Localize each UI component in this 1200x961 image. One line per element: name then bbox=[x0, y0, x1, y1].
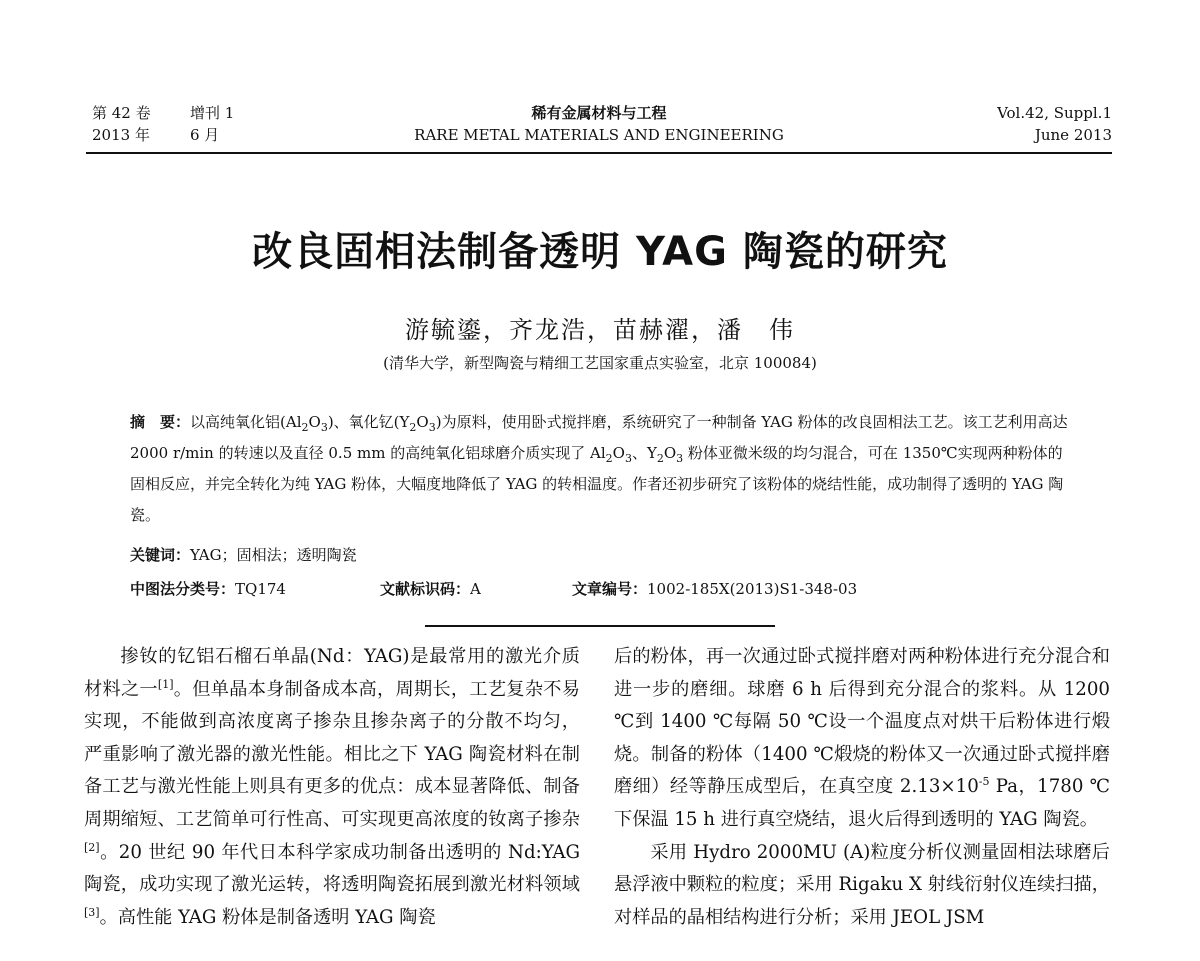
date-en: June 2013 bbox=[1034, 126, 1112, 144]
issue-info-en bbox=[997, 102, 1112, 146]
journal-name-cn: 稀有金属材料与工程 bbox=[531, 104, 667, 122]
abstract-text: )、氧化钇(Y bbox=[327, 413, 410, 431]
journal-name-en: RARE METAL MATERIALS AND ENGINEERING bbox=[414, 126, 784, 144]
body-text: 。但单晶本身制备成本高，周期长，工艺复杂不易实现，不能做到高浓度离子掺杂且掺杂离子的分散不均匀， 严重影响了激光器的激光性能。相比之下 YAG 陶瓷材料在制备工艺与激光性能上则具有更多的优点：成本显著降低、制备周期缩短、工艺简单可行性高、可实现更高浓度的钕离子掺杂 bbox=[84, 678, 580, 830]
abstract-subscript: 3 bbox=[320, 421, 328, 434]
body-column-left bbox=[84, 641, 580, 934]
doc-code-item bbox=[380, 574, 572, 605]
body-text: 后的粉体，再一次通过卧式搅拌磨对两种粉体进行充分混合和进一步的磨细。球磨 6 h 后得到充分混合的浆料。从 1200 ℃到 1400 ℃每隔 50 ℃设一个温度点对烘干后粉体进行煅烧。制备的粉体（1400 ℃煅烧的粉体又一次通过卧式搅拌磨磨细）经等静压成型后，在真空度 2.13×10 bbox=[614, 646, 1110, 798]
abstract-subscript: 2 bbox=[605, 452, 613, 465]
abstract-label: 摘 要： bbox=[130, 413, 191, 431]
body-column-right bbox=[614, 641, 1110, 934]
citation: [2] bbox=[84, 840, 100, 854]
body-text: 。高性能 YAG 粉体是制备透明 YAG 陶瓷 bbox=[99, 906, 436, 928]
citation: [1] bbox=[157, 677, 174, 691]
abstract-text: O bbox=[308, 413, 321, 431]
clc-value: TQ174 bbox=[235, 580, 286, 598]
supplement-cn: 增刊 1 bbox=[190, 104, 235, 122]
article-number-item bbox=[572, 574, 857, 605]
abstract-subscript: 3 bbox=[624, 452, 632, 465]
keywords-label: 关键词： bbox=[130, 546, 191, 564]
abstract-text: )为原料，使用卧式搅拌磨，系统研究了一种制备 YAG 粉体的改良固相法工艺。该工艺利用高达 2000 r/min 的转速以及直径 0.5 mm 的高纯氧化铝球磨介质实现了 Al bbox=[130, 413, 1068, 462]
clc-item bbox=[130, 574, 380, 605]
keywords-text: YAG；固相法；透明陶瓷 bbox=[190, 546, 357, 564]
paper-authors: 游毓鎏，齐龙浩，苗赫濯，潘 伟 bbox=[405, 316, 795, 344]
exponent: -5 bbox=[978, 775, 990, 789]
clc-label: 中图法分类号： bbox=[130, 580, 236, 598]
paper-affiliation: (清华大学，新型陶瓷与精细工艺国家重点实验室，北京 100084) bbox=[383, 354, 817, 372]
classification-line bbox=[130, 574, 1075, 605]
year-cn: 2013 年 bbox=[92, 126, 150, 144]
doc-code-label: 文献标识码： bbox=[380, 580, 471, 598]
abstract-subscript: 3 bbox=[428, 421, 436, 434]
abstract-text: 、Y bbox=[631, 444, 657, 462]
abstract-subscript: 3 bbox=[676, 452, 684, 465]
keywords bbox=[130, 540, 357, 571]
month-cn: 6 月 bbox=[190, 126, 220, 144]
doc-code-value: A bbox=[470, 580, 481, 598]
paper-title: 改良固相法制备透明 YAG 陶瓷的研究 bbox=[252, 229, 948, 275]
body-paragraph bbox=[614, 641, 1110, 837]
article-number-label: 文章编号： bbox=[572, 580, 648, 598]
abstract-text: O bbox=[663, 444, 677, 462]
journal-name bbox=[86, 102, 1112, 146]
citation: [3] bbox=[84, 905, 100, 919]
abstract-subscript: 2 bbox=[301, 421, 309, 434]
body-text: 掺钕的钇铝石榴石单晶(Nd：YAG)是最常用的激光介质材料之一 bbox=[84, 646, 580, 700]
abstract-text: 以高纯氧化铝(Al bbox=[190, 413, 302, 431]
body-paragraph bbox=[84, 641, 580, 934]
body-paragraph: 采用 Hydro 2000MU (A)粒度分析仪测量固相法球磨后悬浮液中颗粒的粒度；采用 Rigaku X 射线衍射仪连续扫描，对样品的晶相结构进行分析；采用 JEOL JSM bbox=[614, 841, 1110, 928]
section-divider bbox=[425, 625, 775, 627]
volume-cn: 第 42 卷 bbox=[92, 104, 151, 122]
body-text: 。20 世纪 90 年代日本科学家成功制备出透明的 Nd:YAG 陶瓷，成功实现了激光运转，将透明陶瓷拓展到激光材料领域 bbox=[84, 841, 580, 896]
abstract bbox=[130, 407, 1075, 531]
abstract-subscript: 2 bbox=[656, 452, 664, 465]
abstract-text: 粉体亚微米级的均匀混合，可在 1350℃实现两种粉体的固相反应，并完全转化为纯 YAG 粉体，大幅度地降低了 YAG 的转相温度。作者还初步研究了该粉体的烧结性能，成功制得了透明的 YAG 陶瓷。 bbox=[130, 444, 1064, 524]
abstract-text: O bbox=[612, 444, 625, 462]
body-text: Pa，1780 ℃下保温 15 h 进行真空烧结，退火后得到透明的 YAG 陶瓷。 bbox=[614, 776, 1110, 830]
volume-en: Vol.42, Suppl.1 bbox=[997, 104, 1112, 122]
running-header bbox=[86, 102, 1112, 154]
abstract-subscript: 2 bbox=[409, 421, 417, 434]
abstract-text: O bbox=[416, 413, 429, 431]
article-number-value: 1002-185X(2013)S1-348-03 bbox=[647, 580, 858, 598]
